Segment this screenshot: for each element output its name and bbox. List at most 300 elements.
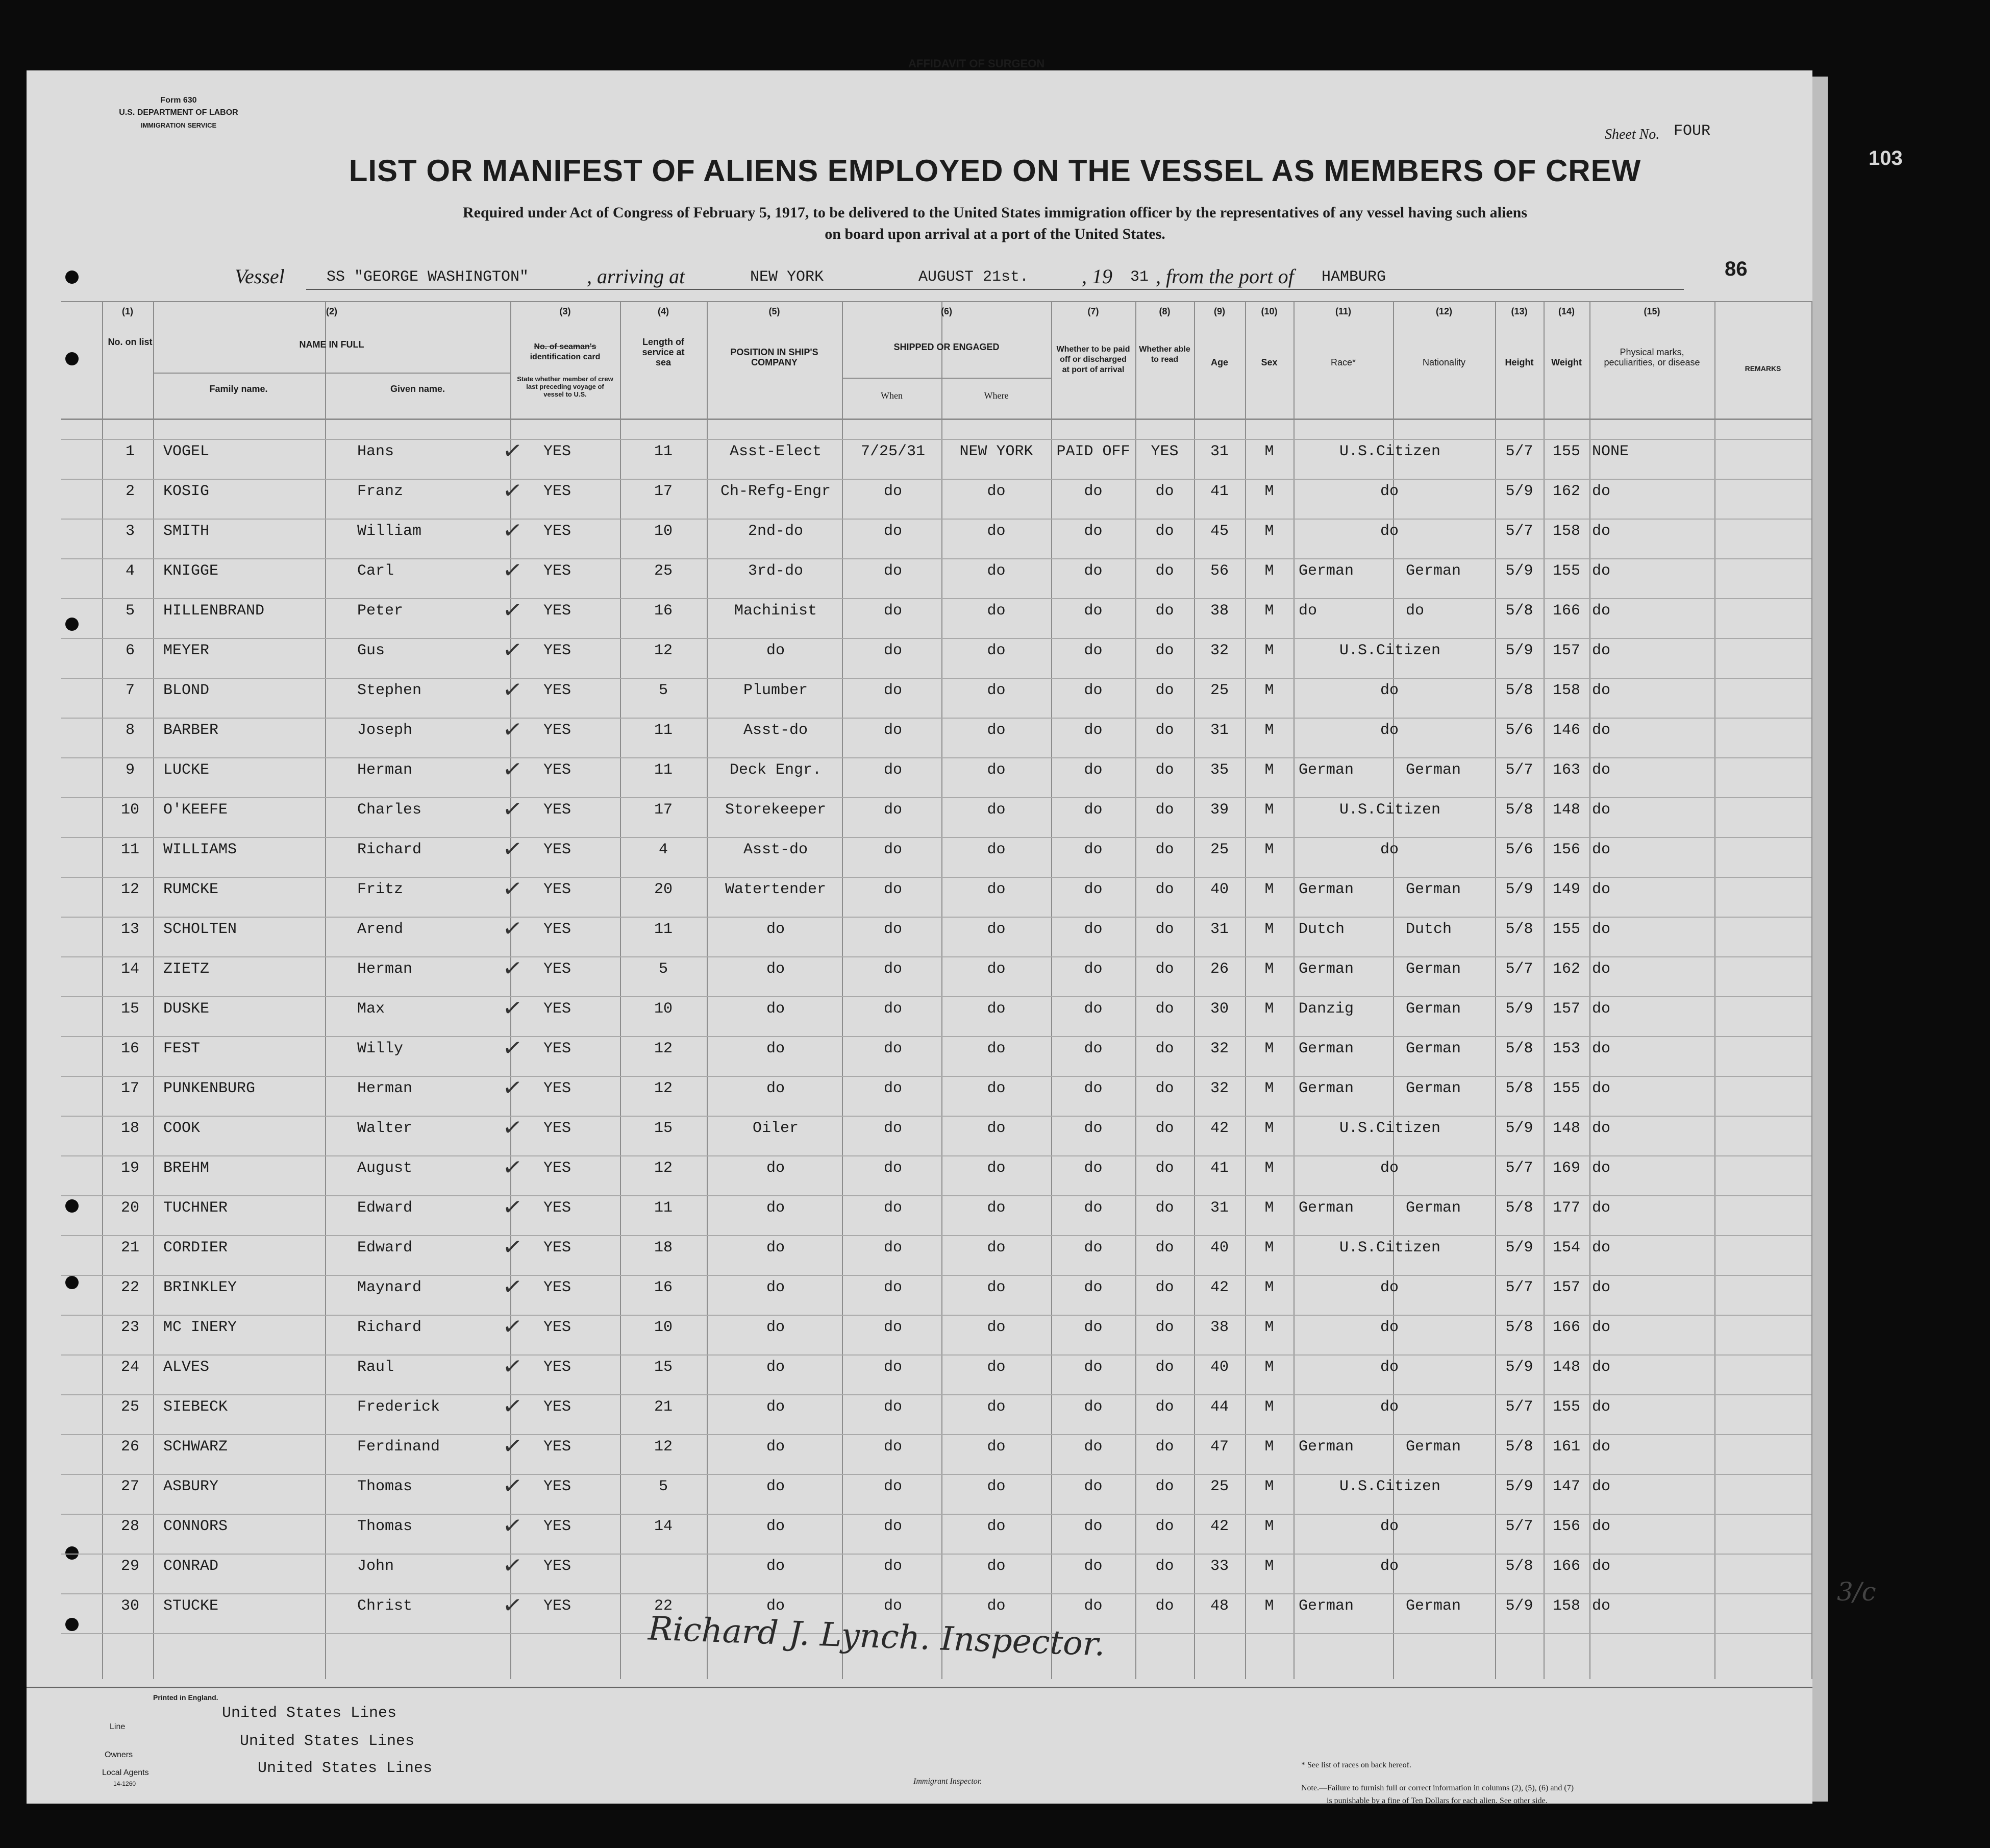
cell-where: do — [987, 960, 1006, 978]
checkmark-icon: ✓ — [501, 1231, 525, 1262]
cell-read: do — [1155, 801, 1174, 819]
cell-weight: 155 — [1552, 443, 1580, 460]
col-header-marks: Physical marks, peculiarities, or disease — [1604, 347, 1700, 367]
cell-paid: do — [1084, 483, 1103, 500]
cell-sex: M — [1264, 1040, 1274, 1057]
cell-race: do — [1380, 523, 1399, 540]
cell-read: do — [1155, 1398, 1174, 1416]
cell-read: do — [1155, 602, 1174, 620]
cell-n: 20 — [120, 1199, 139, 1217]
grid-line — [61, 1434, 1811, 1435]
grid-line — [1544, 301, 1545, 1679]
cell-position: Machinist — [734, 602, 817, 620]
cell-prev: YES — [543, 682, 571, 699]
cell-paid: do — [1084, 602, 1103, 620]
cell-sex: M — [1264, 682, 1274, 699]
cell-family: SMITH — [163, 523, 210, 540]
checkmark-icon: ✓ — [501, 634, 525, 665]
cell-weight: 166 — [1552, 1558, 1580, 1575]
cell-n: 21 — [120, 1239, 139, 1256]
col-header-weight: Weight — [1551, 357, 1582, 367]
punch-hole — [65, 1199, 79, 1213]
grid-line — [61, 1116, 1811, 1117]
grid-line — [1245, 301, 1246, 1679]
cell-position: do — [766, 1040, 785, 1057]
sheet-number: FOUR — [1674, 122, 1711, 140]
page-subtitle-1: Required under Act of Congress of February 5, 1917, to be delivered to the United States immigration officer by the representatives of any vessel having such aliens — [463, 204, 1527, 221]
cell-age: 40 — [1210, 881, 1229, 898]
year-label: , 19 — [1082, 265, 1112, 288]
cell-position: do — [766, 1398, 785, 1416]
cell-age: 47 — [1210, 1438, 1229, 1456]
col-num-5: (5) — [768, 306, 780, 316]
grid-line — [61, 519, 1811, 520]
cell-given: Thomas — [357, 1518, 413, 1535]
grid-line — [842, 301, 843, 1679]
cell-sex: M — [1264, 761, 1274, 779]
col-num-8: (8) — [1159, 306, 1171, 316]
cell-age: 32 — [1210, 642, 1229, 659]
cell-when: do — [883, 921, 902, 938]
cell-nat: German — [1406, 1040, 1461, 1057]
cell-where: do — [987, 1160, 1006, 1177]
cell-when: do — [883, 642, 902, 659]
cell-given: Gus — [357, 642, 385, 659]
cell-position: Plumber — [743, 682, 808, 699]
cell-marks: do — [1592, 1239, 1611, 1256]
cell-prev: YES — [543, 483, 571, 500]
cell-height: 5/7 — [1505, 443, 1533, 460]
col-header-family: Family name. — [209, 384, 268, 394]
cell-nat: German — [1406, 1597, 1461, 1615]
cell-read: do — [1155, 523, 1174, 540]
cell-family: KNIGGE — [163, 562, 219, 580]
penalty-note-2: is punishable by a fine of Ten Dollars for each alien. See other side. — [1327, 1796, 1548, 1805]
cell-n: 19 — [120, 1160, 139, 1177]
cell-family: LUCKE — [163, 761, 210, 779]
checkmark-icon: ✓ — [501, 1510, 525, 1541]
cell-given: Peter — [357, 602, 404, 620]
cell-age: 31 — [1210, 443, 1229, 460]
cell-paid: do — [1084, 1558, 1103, 1575]
cell-family: VOGEL — [163, 443, 210, 460]
cell-when: do — [883, 1558, 902, 1575]
cell-sex: M — [1264, 1478, 1274, 1495]
cell-n: 26 — [120, 1438, 139, 1456]
cell-paid: do — [1084, 1040, 1103, 1057]
checkmark-icon: ✓ — [501, 595, 525, 625]
cell-position: Asst-do — [743, 841, 808, 858]
cell-read: do — [1155, 722, 1174, 739]
cell-when: do — [883, 562, 902, 580]
cell-n: 5 — [125, 602, 135, 620]
cell-where: do — [987, 841, 1006, 858]
grid-line — [61, 837, 1811, 838]
cell-sex: M — [1264, 960, 1274, 978]
cell-height: 5/8 — [1505, 682, 1533, 699]
cell-read: do — [1155, 1239, 1174, 1256]
cell-given: Richard — [357, 841, 422, 858]
cell-height: 5/9 — [1505, 642, 1533, 659]
cell-service: 4 — [658, 841, 668, 858]
cell-service: 17 — [654, 801, 673, 819]
cell-sex: M — [1264, 642, 1274, 659]
cell-prev: YES — [543, 562, 571, 580]
affidavit-top: AFFIDAVIT OF SURGEON — [908, 57, 1045, 70]
cell-nat: do — [1406, 602, 1425, 620]
cell-when: 7/25/31 — [860, 443, 926, 460]
cell-family: CONRAD — [163, 1558, 219, 1575]
col-num-13: (13) — [1511, 306, 1528, 316]
grid-line — [620, 301, 621, 1679]
cell-paid: do — [1084, 801, 1103, 819]
cell-family: ALVES — [163, 1359, 210, 1376]
form-code: 14-1260 — [113, 1780, 136, 1787]
cell-race: German — [1299, 1199, 1354, 1217]
col-num-6: (6) — [941, 306, 952, 316]
cell-weight: 149 — [1552, 881, 1580, 898]
cell-service: 12 — [654, 1080, 673, 1097]
cell-read: do — [1155, 1040, 1174, 1057]
arrival-port: NEW YORK — [750, 268, 824, 286]
cell-marks: do — [1592, 921, 1611, 938]
cell-where: NEW YORK — [959, 443, 1033, 460]
cell-paid: do — [1084, 1279, 1103, 1296]
cell-position: do — [766, 1518, 785, 1535]
cell-n: 1 — [125, 443, 135, 460]
cell-read: do — [1155, 1518, 1174, 1535]
cell-when: do — [883, 841, 902, 858]
cell-n: 6 — [125, 642, 135, 659]
cell-service: 10 — [654, 1319, 673, 1336]
cell-position: Deck Engr. — [729, 761, 822, 779]
cell-when: do — [883, 1319, 902, 1336]
col-header-prev-voyage: State whether member of crew last preceding voyage of vessel to U.S. — [517, 375, 613, 398]
grid-line — [102, 301, 103, 1679]
cell-n: 12 — [120, 881, 139, 898]
cell-read: do — [1155, 1279, 1174, 1296]
grid-line — [61, 797, 1811, 798]
cell-weight: 153 — [1552, 1040, 1580, 1057]
grid-line — [61, 917, 1811, 918]
checkmark-icon: ✓ — [501, 1470, 525, 1501]
cell-where: do — [987, 1239, 1006, 1256]
cell-paid: do — [1084, 562, 1103, 580]
cell-weight: 158 — [1552, 523, 1580, 540]
grid-line — [61, 1155, 1811, 1156]
cell-position: do — [766, 642, 785, 659]
cell-paid: do — [1084, 1120, 1103, 1137]
col-header-position: POSITION IN SHIP'S COMPANY — [730, 347, 818, 367]
cell-marks: do — [1592, 1558, 1611, 1575]
cell-race: U.S.Citizen — [1339, 1120, 1441, 1137]
cell-read: do — [1155, 841, 1174, 858]
cell-given: Herman — [357, 1080, 413, 1097]
punch-hole — [65, 1546, 79, 1560]
grid-line — [61, 301, 1811, 302]
cell-position: 2nd-do — [748, 523, 804, 540]
cell-sex: M — [1264, 722, 1274, 739]
cell-service: 20 — [654, 881, 673, 898]
cell-when: do — [883, 1518, 902, 1535]
cell-n: 16 — [120, 1040, 139, 1057]
cell-race: German — [1299, 960, 1354, 978]
cell-n: 2 — [125, 483, 135, 500]
cell-where: do — [987, 1478, 1006, 1495]
cell-family: HILLENBRAND — [163, 602, 265, 620]
cell-age: 25 — [1210, 682, 1229, 699]
cell-paid: do — [1084, 841, 1103, 858]
cell-race: German — [1299, 1080, 1354, 1097]
cell-weight: 148 — [1552, 1120, 1580, 1137]
cell-read: do — [1155, 1438, 1174, 1456]
cell-position: do — [766, 1359, 785, 1376]
cell-family: SCHWARZ — [163, 1438, 228, 1456]
checkmark-icon: ✓ — [501, 833, 525, 864]
cell-read: do — [1155, 1199, 1174, 1217]
cell-age: 26 — [1210, 960, 1229, 978]
grid-line — [842, 378, 1051, 379]
cell-marks: do — [1592, 1120, 1611, 1137]
cell-read: do — [1155, 642, 1174, 659]
cell-nat: German — [1406, 960, 1461, 978]
list-number: 86 — [1725, 258, 1748, 280]
cell-when: do — [883, 881, 902, 898]
checkmark-icon: ✓ — [501, 1311, 525, 1342]
checkmark-icon: ✓ — [501, 1550, 525, 1581]
cell-weight: 157 — [1552, 642, 1580, 659]
grid-line — [61, 678, 1811, 679]
punch-hole — [65, 270, 79, 284]
cell-n: 17 — [120, 1080, 139, 1097]
cell-service: 21 — [654, 1398, 673, 1416]
cell-when: do — [883, 722, 902, 739]
cell-family: KOSIG — [163, 483, 210, 500]
cell-sex: M — [1264, 801, 1274, 819]
cell-age: 38 — [1210, 1319, 1229, 1336]
cell-given: John — [357, 1558, 394, 1575]
cell-prev: YES — [543, 722, 571, 739]
cell-age: 39 — [1210, 801, 1229, 819]
cell-service: 16 — [654, 602, 673, 620]
cell-read: do — [1155, 1120, 1174, 1137]
cell-where: do — [987, 1359, 1006, 1376]
grid-line — [61, 558, 1811, 559]
cell-marks: do — [1592, 1160, 1611, 1177]
cell-age: 38 — [1210, 602, 1229, 620]
cell-nat: German — [1406, 1438, 1461, 1456]
grid-line — [707, 301, 708, 1679]
cell-age: 44 — [1210, 1398, 1229, 1416]
cell-given: Fritz — [357, 881, 404, 898]
cell-when: do — [883, 1040, 902, 1057]
cell-n: 7 — [125, 682, 135, 699]
grid-line — [1194, 301, 1195, 1679]
service-name: IMMIGRATION SERVICE — [140, 121, 217, 129]
margin-mark: 3/c — [1837, 1577, 1876, 1607]
cell-given: Hans — [357, 443, 394, 460]
cell-marks: do — [1592, 1279, 1611, 1296]
cell-race: do — [1380, 1359, 1399, 1376]
col-header-nationality: Nationality — [1422, 357, 1466, 367]
cell-prev: YES — [543, 761, 571, 779]
cell-position: do — [766, 1239, 785, 1256]
col-header-list-no: No. on list — [108, 337, 153, 347]
cell-race: do — [1380, 1319, 1399, 1336]
cell-family: MC INERY — [163, 1319, 237, 1336]
cell-service: 12 — [654, 642, 673, 659]
cell-marks: do — [1592, 881, 1611, 898]
cell-sex: M — [1264, 1518, 1274, 1535]
cell-prev: YES — [543, 881, 571, 898]
cell-height: 5/9 — [1505, 1597, 1533, 1615]
cell-read: YES — [1151, 443, 1179, 460]
cell-weight: 147 — [1552, 1478, 1580, 1495]
agents-label: Local Agents — [102, 1768, 149, 1777]
cell-weight: 158 — [1552, 1597, 1580, 1615]
cell-sex: M — [1264, 1000, 1274, 1018]
grid-line — [61, 1195, 1811, 1196]
cell-position: do — [766, 1000, 785, 1018]
cell-paid: do — [1084, 1518, 1103, 1535]
cell-service: 5 — [658, 1478, 668, 1495]
arrival-year: 31 — [1130, 268, 1149, 286]
grid-line — [1811, 301, 1812, 1679]
cell-height: 5/8 — [1505, 1558, 1533, 1575]
cell-race: Dutch — [1299, 921, 1345, 938]
cell-read: do — [1155, 881, 1174, 898]
cell-sex: M — [1264, 602, 1274, 620]
cell-where: do — [987, 1438, 1006, 1456]
cell-n: 27 — [120, 1478, 139, 1495]
checkmark-icon: ✓ — [501, 1152, 525, 1182]
cell-where: do — [987, 1080, 1006, 1097]
col-header-where: Where — [984, 390, 1009, 401]
cell-paid: do — [1084, 1597, 1103, 1615]
cell-marks: do — [1592, 1319, 1611, 1336]
vessel-name: SS "GEORGE WASHINGTON" — [327, 268, 529, 286]
cell-nat: Dutch — [1406, 921, 1452, 938]
cell-paid: do — [1084, 1359, 1103, 1376]
cell-when: do — [883, 1597, 902, 1615]
cell-race: U.S.Citizen — [1339, 1239, 1441, 1256]
cell-race: do — [1380, 1160, 1399, 1177]
cell-prev: YES — [543, 1398, 571, 1416]
cell-service: 15 — [654, 1359, 673, 1376]
cell-height: 5/9 — [1505, 1239, 1533, 1256]
cell-family: RUMCKE — [163, 881, 219, 898]
cell-sex: M — [1264, 523, 1274, 540]
cell-n: 13 — [120, 921, 139, 938]
cell-where: do — [987, 881, 1006, 898]
grid-line — [61, 439, 1811, 440]
cell-n: 8 — [125, 722, 135, 739]
cell-where: do — [987, 801, 1006, 819]
col-header-read: Whether able to read — [1139, 345, 1190, 364]
cell-sex: M — [1264, 1597, 1274, 1615]
cell-race: German — [1299, 1597, 1354, 1615]
cell-read: do — [1155, 1597, 1174, 1615]
cell-marks: do — [1592, 841, 1611, 858]
cell-weight: 166 — [1552, 1319, 1580, 1336]
cell-prev: YES — [543, 841, 571, 858]
cell-height: 5/8 — [1505, 1199, 1533, 1217]
cell-weight: 157 — [1552, 1279, 1580, 1296]
cell-age: 32 — [1210, 1040, 1229, 1057]
cell-n: 22 — [120, 1279, 139, 1296]
cell-given: Herman — [357, 960, 413, 978]
cell-sex: M — [1264, 1279, 1274, 1296]
cell-position: Asst-do — [743, 722, 808, 739]
cell-sex: M — [1264, 1398, 1274, 1416]
col-num-3: (3) — [559, 306, 571, 316]
cell-age: 56 — [1210, 562, 1229, 580]
cell-weight: 158 — [1552, 682, 1580, 699]
punch-hole — [65, 618, 79, 631]
cell-service: 11 — [654, 1199, 673, 1217]
checkmark-icon: ✓ — [501, 1112, 525, 1143]
local-agents: United States Lines — [258, 1760, 433, 1777]
vessel-label: Vessel — [235, 265, 285, 288]
checkmark-icon: ✓ — [501, 475, 525, 506]
cell-sex: M — [1264, 483, 1274, 500]
grid-line — [61, 1235, 1811, 1236]
cell-prev: YES — [543, 921, 571, 938]
grid-line — [61, 1593, 1811, 1594]
cell-service: 5 — [658, 682, 668, 699]
cell-prev: YES — [543, 1558, 571, 1575]
cell-sex: M — [1264, 1199, 1274, 1217]
cell-age: 41 — [1210, 1160, 1229, 1177]
cell-where: do — [987, 1558, 1006, 1575]
page-stamp: 103 — [1869, 147, 1903, 169]
punch-hole — [65, 1618, 79, 1631]
cell-family: SIEBECK — [163, 1398, 228, 1416]
cell-family: MEYER — [163, 642, 210, 659]
cell-when: do — [883, 761, 902, 779]
cell-family: CONNORS — [163, 1518, 228, 1535]
cell-height: 5/8 — [1505, 602, 1533, 620]
cell-weight: 169 — [1552, 1160, 1580, 1177]
page-title: LIST OR MANIFEST OF ALIENS EMPLOYED ON THE VESSEL AS MEMBERS OF CREW — [349, 154, 1641, 188]
cell-marks: do — [1592, 1597, 1611, 1615]
cell-prev: YES — [543, 1199, 571, 1217]
cell-marks: do — [1592, 960, 1611, 978]
cell-position: do — [766, 1478, 785, 1495]
cell-when: do — [883, 1279, 902, 1296]
grid-line — [61, 1474, 1811, 1475]
cell-marks: do — [1592, 1518, 1611, 1535]
cell-service: 16 — [654, 1279, 673, 1296]
cell-position: Watertender — [725, 881, 827, 898]
cell-service: 25 — [654, 562, 673, 580]
cell-weight: 155 — [1552, 1398, 1580, 1416]
cell-where: do — [987, 1120, 1006, 1137]
cell-paid: do — [1084, 761, 1103, 779]
cell-family: COOK — [163, 1120, 201, 1137]
col-header-race: Race* — [1330, 357, 1356, 367]
cell-service: 11 — [654, 761, 673, 779]
owners-label: Owners — [105, 1751, 133, 1759]
cell-where: do — [987, 761, 1006, 779]
cell-when: do — [883, 1000, 902, 1018]
col-header-seaman-card: No. of seaman's identification card — [530, 342, 601, 361]
arriving-label: , arriving at — [587, 265, 685, 288]
cell-n: 23 — [120, 1319, 139, 1336]
cell-prev: YES — [543, 1597, 571, 1615]
cell-sex: M — [1264, 1319, 1274, 1336]
cell-when: do — [883, 1120, 902, 1137]
